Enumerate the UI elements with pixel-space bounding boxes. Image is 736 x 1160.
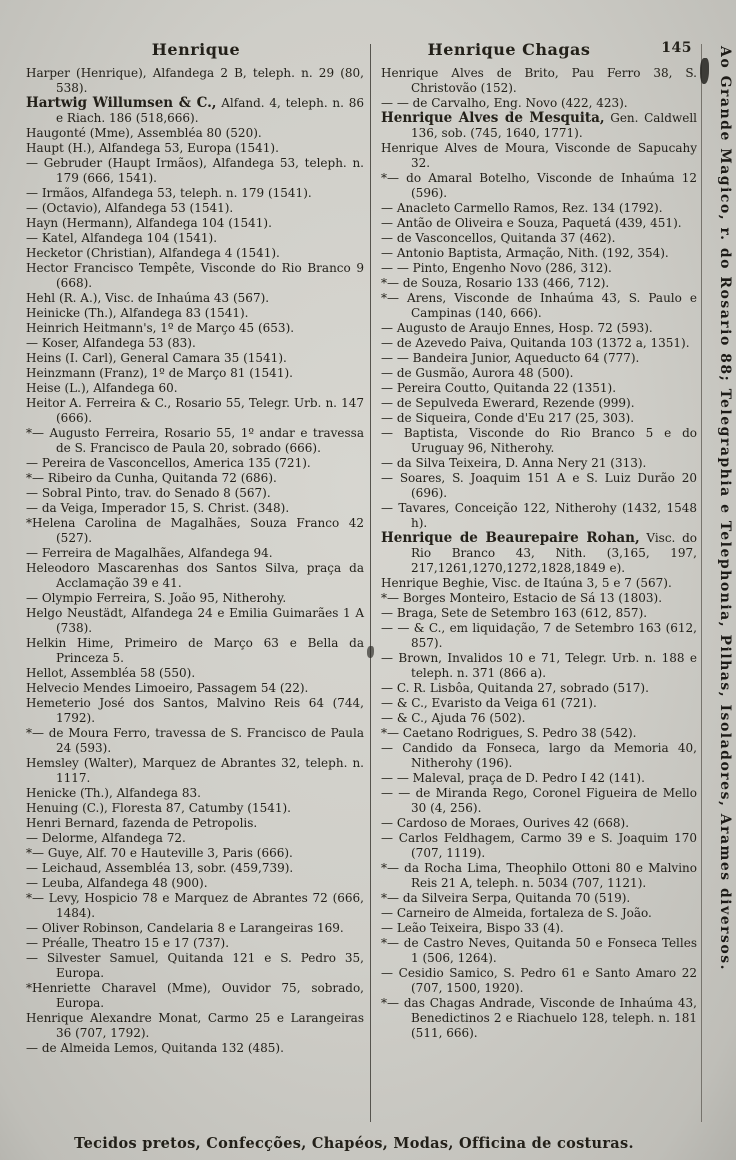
directory-entry: — Braga, Sete de Setembro 163 (612, 857). [381, 606, 648, 620]
directory-entry: — Baptista, Visconde do Rio Branco 5 e do Uruguay 96, Nitherohy. [381, 426, 697, 455]
directory-entry: — Gebruder (Haupt Irmãos), Alfandega 53, teleph. n. 179 (666, 1541). [26, 156, 364, 185]
right-column [381, 66, 697, 1041]
directory-entry: — & C., Evaristo da Veiga 61 (721). [381, 696, 597, 710]
directory-entry: *— Caetano Rodrigues, S. Pedro 38 (542). [381, 726, 637, 740]
directory-entry: Haupt (H.), Alfandega 53, Europa (1541). [26, 141, 279, 155]
directory-entry: — Leão Teixeira, Bispo 33 (4). [381, 921, 564, 935]
left-column-header: Henrique [151, 40, 241, 59]
directory-entry: *— de Moura Ferro, travessa de S. Francisco de Paula 24 (593). [26, 726, 364, 755]
directory-entry: Henri Bernard, fazenda de Petropolis. [26, 816, 258, 830]
directory-entry: — Cardoso de Moraes, Ourives 42 (668). [381, 816, 630, 830]
directory-entry: *— da Silveira Serpa, Quitanda 70 (519). [381, 891, 631, 905]
directory-entry: — & C., Ajuda 76 (502). [381, 711, 526, 725]
directory-entry: *— Arens, Visconde de Inhaúma 43, S. Paulo e Campinas (140, 666). [381, 291, 697, 320]
directory-entry: — Pereira Coutto, Quitanda 22 (1351). [381, 381, 617, 395]
directory-entry: *— de Souza, Rosario 133 (466, 712). [381, 276, 610, 290]
directory-entry: — — Bandeira Junior, Aqueducto 64 (777). [381, 351, 640, 365]
directory-entry: — de Sepulveda Ewerard, Rezende (999). [381, 396, 635, 410]
directory-entry: — Ferreira de Magalhães, Alfandega 94. [26, 546, 273, 560]
directory-entry: — (Octavio), Alfandega 53 (1541). [26, 201, 234, 215]
directory-entry: Henrique Alves de Moura, Visconde de Sapucahy 32. [381, 141, 697, 170]
page-number: 145 [661, 40, 692, 56]
directory-entry: — Tavares, Conceição 122, Nitherohy (1432, 1548 h). [381, 501, 697, 530]
margin-advertisement: Ao Grande Magico, r. do Rosario 88; Telegraphia e Telephonia, Pilhas, Isoladores, Arames diversos. [717, 46, 733, 971]
directory-entry: — de Gusmão, Aurora 48 (500). [381, 366, 574, 380]
directory-entry: — da Silva Teixeira, D. Anna Nery 21 (313). [381, 456, 647, 470]
directory-entry: — de Almeida Lemos, Quitanda 132 (485). [26, 1041, 284, 1055]
entry-name-bold: Henrique Alves de Mesquita, [381, 110, 605, 126]
directory-entry: — Olympio Ferreira, S. João 95, Nitherohy. [26, 591, 287, 605]
directory-entry: *— Ribeiro da Cunha, Quitanda 72 (686). [26, 471, 277, 485]
directory-entry: — Augusto de Araujo Ennes, Hosp. 72 (593). [381, 321, 653, 335]
directory-entry: Heleodoro Mascarenhas dos Santos Silva, praça da Acclamação 39 e 41. [26, 561, 364, 590]
directory-entry: — Delorme, Alfandega 72. [26, 831, 186, 845]
directory-entry: Hecketor (Christian), Alfandega 4 (1541). [26, 246, 280, 260]
directory-entry: *— Borges Monteiro, Estacio de Sá 13 (1803). [381, 591, 663, 605]
directory-entry: *— da Rocha Lima, Theophilo Ottoni 80 e Malvino Reis 21 A, teleph. n. 5034 (707, 1121). [381, 861, 697, 890]
directory-entry: — — Pinto, Engenho Novo (286, 312). [381, 261, 612, 275]
directory-entry: — — de Miranda Rego, Coronel Figueira de Mello 30 (4, 256). [381, 786, 697, 815]
directory-entry: Hehl (R. A.), Visc. de Inhaúma 43 (567). [26, 291, 270, 305]
directory-entry: — da Veiga, Imperador 15, S. Christ. (348). [26, 501, 290, 515]
directory-entry: Hayn (Hermann), Alfandega 104 (1541). [26, 216, 272, 230]
directory-entry: Hemsley (Walter), Marquez de Abrantes 32, teleph. n. 1117. [26, 756, 364, 785]
directory-entry: Haugonté (Mme), Assembléa 80 (520). [26, 126, 262, 140]
directory-entry: — Carneiro de Almeida, fortaleza de S. João. [381, 906, 652, 920]
entry-name-bold: Henrique de Beaurepaire Rohan, [381, 530, 640, 546]
directory-entry: Helkin Hime, Primeiro de Março 63 e Bella da Princeza 5. [26, 636, 364, 665]
directory-entry: — Candido da Fonseca, largo da Memoria 40, Nitherohy (196). [381, 741, 697, 770]
directory-entry: — Leuba, Alfandega 48 (900). [26, 876, 208, 890]
directory-entry: — Soares, S. Joaquim 151 A e S. Luiz Durão 20 (696). [381, 471, 697, 500]
directory-entry: *— do Amaral Botelho, Visconde de Inhaúma 12 (596). [381, 171, 697, 200]
directory-entry: Harper (Henrique), Alfandega 2 B, teleph. n. 29 (80, 538). [26, 66, 364, 95]
directory-entry: Heins (I. Carl), General Camara 35 (1541). [26, 351, 287, 365]
directory-entry: Heitor A. Ferreira & C., Rosario 55, Telegr. Urb. n. 147 (666). [26, 396, 364, 425]
directory-entry: Hartwig Willumsen & C., Alfand. 4, teleph. n. 86 e Riach. 186 (518,666). [26, 95, 364, 125]
directory-entry: Henrique Alexandre Monat, Carmo 25 e Larangeiras 36 (707, 1792). [26, 1011, 364, 1040]
directory-entry: — Antão de Oliveira e Souza, Paquetá (439, 451). [381, 216, 682, 230]
directory-entry: Hellot, Assembléa 58 (550). [26, 666, 196, 680]
directory-entry: — Katel, Alfandega 104 (1541). [26, 231, 218, 245]
directory-entry: — de Azevedo Paiva, Quitanda 103 (1372 a, 1351). [381, 336, 690, 350]
directory-entry: Helgo Neustädt, Alfandega 24 e Emilia Guimarães 1 A (738). [26, 606, 364, 635]
directory-entry: — de Vasconcellos, Quitanda 37 (462). [381, 231, 616, 245]
directory-entry: Hemeterio José dos Santos, Malvino Reis 64 (744, 1792). [26, 696, 364, 725]
directory-entry: *— das Chagas Andrade, Visconde de Inhaúma 43, Benedictinos 2 e Riachuelo 128, teleph. n. 181 (511, 666). [381, 996, 697, 1040]
directory-entry: *— Guye, Alf. 70 e Hauteville 3, Paris (666). [26, 846, 293, 860]
directory-entry: *— de Castro Neves, Quitanda 50 e Fonseca Telles 1 (506, 1264). [381, 936, 697, 965]
directory-entry: *— Augusto Ferreira, Rosario 55, 1º andar e travessa de S. Francisco de Paula 20, sobrado (666). [26, 426, 364, 455]
directory-entry: Hector Francisco Tempête, Visconde do Rio Branco 9 (668). [26, 261, 364, 290]
directory-entry: Heinzmann (Franz), 1º de Março 81 (1541). [26, 366, 293, 380]
directory-entry: Henrique Alves de Mesquita, Gen. Caldwell 136, sob. (745, 1640, 1771). [381, 110, 697, 140]
right-column-header: Henrique Chagas [427, 40, 591, 59]
directory-entry: Henrique Beghie, Visc. de Itaúna 3, 5 e 7 (567). [381, 576, 672, 590]
directory-entry: Henrique Alves de Brito, Pau Ferro 38, S. Christovão (152). [381, 66, 697, 95]
directory-entry: — — de Carvalho, Eng. Novo (422, 423). [381, 96, 628, 110]
directory-entry: — Koser, Alfandega 53 (83). [26, 336, 196, 350]
directory-entry: Helvecio Mendes Limoeiro, Passagem 54 (22). [26, 681, 309, 695]
scan-artifact [367, 646, 374, 658]
directory-entry: Henicke (Th.), Alfandega 83. [26, 786, 201, 800]
directory-entry: — Silvester Samuel, Quitanda 121 e S. Pedro 35, Europa. [26, 951, 364, 980]
directory-entry: Heise (L.), Alfandega 60. [26, 381, 178, 395]
directory-entry: Henrique de Beaurepaire Rohan, Visc. do Rio Branco 43, Nith. (3,165, 197, 217,1261,1270,1272,1828,1849 e). [381, 530, 697, 575]
directory-entry: — Irmãos, Alfandega 53, teleph. n. 179 (1541). [26, 186, 312, 200]
directory-entry: — Sobral Pinto, trav. do Senado 8 (567). [26, 486, 271, 500]
directory-entry: — Cesidio Samico, S. Pedro 61 e Santo Amaro 22 (707, 1500, 1920). [381, 966, 697, 995]
column-divider [370, 44, 371, 1122]
directory-entry: — Antonio Baptista, Armação, Nith. (192, 354). [381, 246, 669, 260]
left-column [26, 66, 364, 1056]
scan-artifact [700, 58, 709, 84]
entry-name-bold: Hartwig Willumsen & C., [26, 95, 217, 111]
directory-entry: *— Levy, Hospicio 78 e Marquez de Abrantes 72 (666, 1484). [26, 891, 364, 920]
directory-entry: — de Siqueira, Conde d'Eu 217 (25, 303). [381, 411, 635, 425]
directory-entry: — Brown, Invalidos 10 e 71, Telegr. Urb. n. 188 e teleph. n. 371 (866 a). [381, 651, 697, 680]
directory-entry: — C. R. Lisbôa, Quitanda 27, sobrado (517). [381, 681, 649, 695]
directory-entry: — — Maleval, praça de D. Pedro I 42 (141). [381, 771, 645, 785]
directory-entry: Heinrich Heitmann's, 1º de Março 45 (653). [26, 321, 295, 335]
directory-entry: — Préalle, Theatro 15 e 17 (737). [26, 936, 230, 950]
margin-rule [701, 44, 702, 1122]
directory-entry: — Carlos Feldhagem, Carmo 39 e S. Joaquim 170 (707, 1119). [381, 831, 697, 860]
directory-entry: *Henriette Charavel (Mme), Ouvidor 75, sobrado, Europa. [26, 981, 364, 1010]
footer-advertisement: Tecidos pretos, Confecções, Chapéos, Modas, Officina de costuras. [74, 1135, 634, 1152]
directory-entry: — Anacleto Carmello Ramos, Rez. 134 (1792). [381, 201, 663, 215]
directory-entry: Henuing (C.), Floresta 87, Catumby (1541). [26, 801, 291, 815]
directory-entry: — Oliver Robinson, Candelaria 8 e Larangeiras 169. [26, 921, 344, 935]
directory-entry: — Pereira de Vasconcellos, America 135 (721). [26, 456, 311, 470]
directory-entry: — Leichaud, Assembléa 13, sobr. (459,739). [26, 861, 294, 875]
directory-entry: Heinicke (Th.), Alfandega 83 (1541). [26, 306, 249, 320]
directory-entry: *Helena Carolina de Magalhães, Souza Franco 42 (527). [26, 516, 364, 545]
directory-entry: — — & C., em liquidação, 7 de Setembro 163 (612, 857). [381, 621, 697, 650]
